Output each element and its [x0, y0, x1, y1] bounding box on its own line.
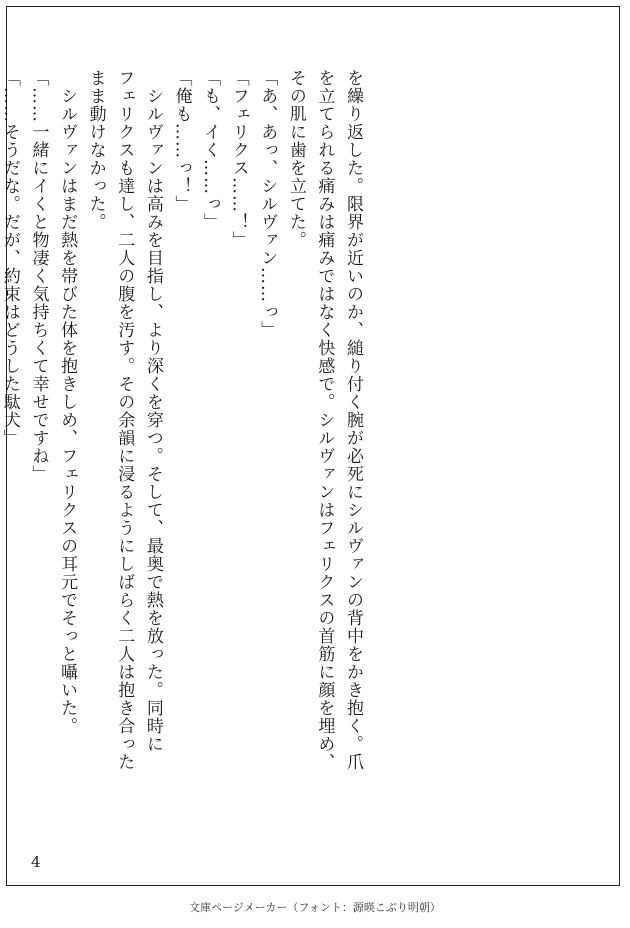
- text-line: シルヴァンは高みを目指し、より深くを穿つ。そして、最奥で熱を放った。同時に: [142, 69, 163, 753]
- page-number: 4: [31, 853, 41, 871]
- footer-credit: 文庫ページメーカー（フォント：源暎こぶり明朝）: [189, 901, 441, 914]
- text-line: 「も、イく……っ」: [200, 69, 221, 231]
- text-line: 「……一緒にイくと物凄く気持ちくて幸せですね」: [28, 69, 49, 483]
- text-line: まま動けなかった。: [85, 69, 106, 231]
- text-line: 「俺も……っ！」: [171, 69, 192, 213]
- text-line: を立てられる痛みは痛みではなく快感で。シルヴァンはフェリクスの首筋に顔を埋め、: [314, 69, 335, 771]
- text-line: シルヴァンはまだ熱を帯びた体を抱きしめ、フェリクスの耳元でそっと囁いた。: [57, 69, 78, 735]
- text-line: を繰り返した。限界が近いのか、縋り付く腕が必死にシルヴァンの背中をかき抱く。爪: [343, 69, 363, 771]
- text-line: フェリクスも達し、二人の腹を汚す。その余韻に浸るようにしばらく二人は抱き合った: [114, 69, 135, 771]
- page-frame: [0, 6, 620, 886]
- text-line: 「……そうだな。だが、約束はどうした駄犬」: [0, 69, 20, 447]
- text-line: その肌に歯を立てた。: [285, 69, 306, 249]
- text-line: 「あ、あっ、シルヴァン……っ」: [257, 69, 278, 339]
- vertical-text-body: [0, 69, 367, 829]
- text-line: 「フェリクス……！」: [228, 69, 249, 249]
